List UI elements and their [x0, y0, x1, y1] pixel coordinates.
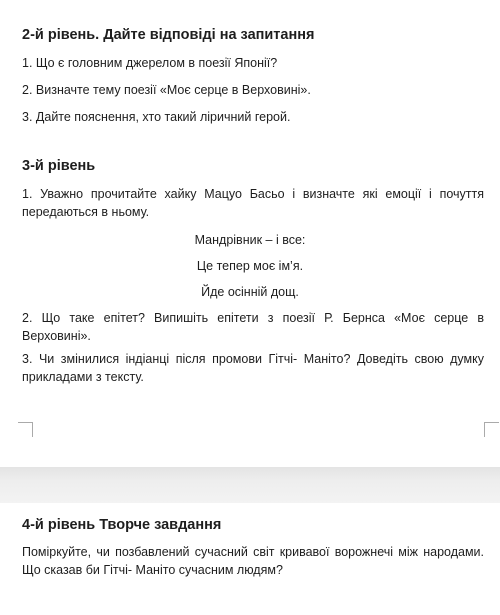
level3-heading: 3-й рівень	[22, 158, 96, 174]
level3-task-2: 2. Що таке епітет? Випишіть епітети з поезії Р. Бернса «Моє серце в Верховині».	[22, 311, 484, 343]
haiku-line-1: Мандрівник – і все:	[194, 233, 306, 247]
level4-task: Поміркуйте, чи позбавлений сучасний світ кривавої ворожнечі між народами. Що сказав би Гітчі- Маніто сучасним людям?	[22, 545, 484, 577]
haiku-line-3: Йде осінній дощ.	[201, 285, 299, 299]
level2-question-1: 1. Що є головним джерелом в поезії Японії?	[22, 56, 278, 70]
haiku-line-2: Це тепер моє ім’я.	[196, 259, 304, 273]
level4-heading: 4-й рівень Творче завдання	[22, 517, 222, 533]
level3-task-1: 1. Уважно прочитайте хайку Мацуо Басьо і визначте які емоції і почуття передаються в ньому.	[22, 187, 484, 219]
level2-heading: 2-й рівень. Дайте відповіді на запитання	[22, 27, 315, 43]
page-break	[0, 467, 500, 503]
page-corner-mark-right	[484, 422, 499, 437]
page-corner-mark-left	[18, 422, 33, 437]
level2-question-2: 2. Визначте тему поезії «Моє серце в Верховині».	[22, 83, 311, 97]
level3-task-3: 3. Чи змінилися індіанці після промови Гітчі- Маніто? Доведіть свою думку прикладами з тексту.	[22, 352, 484, 384]
level2-question-3: 3. Дайте пояснення, хто такий ліричний герой.	[22, 110, 291, 124]
document-page-bottom	[0, 503, 500, 615]
